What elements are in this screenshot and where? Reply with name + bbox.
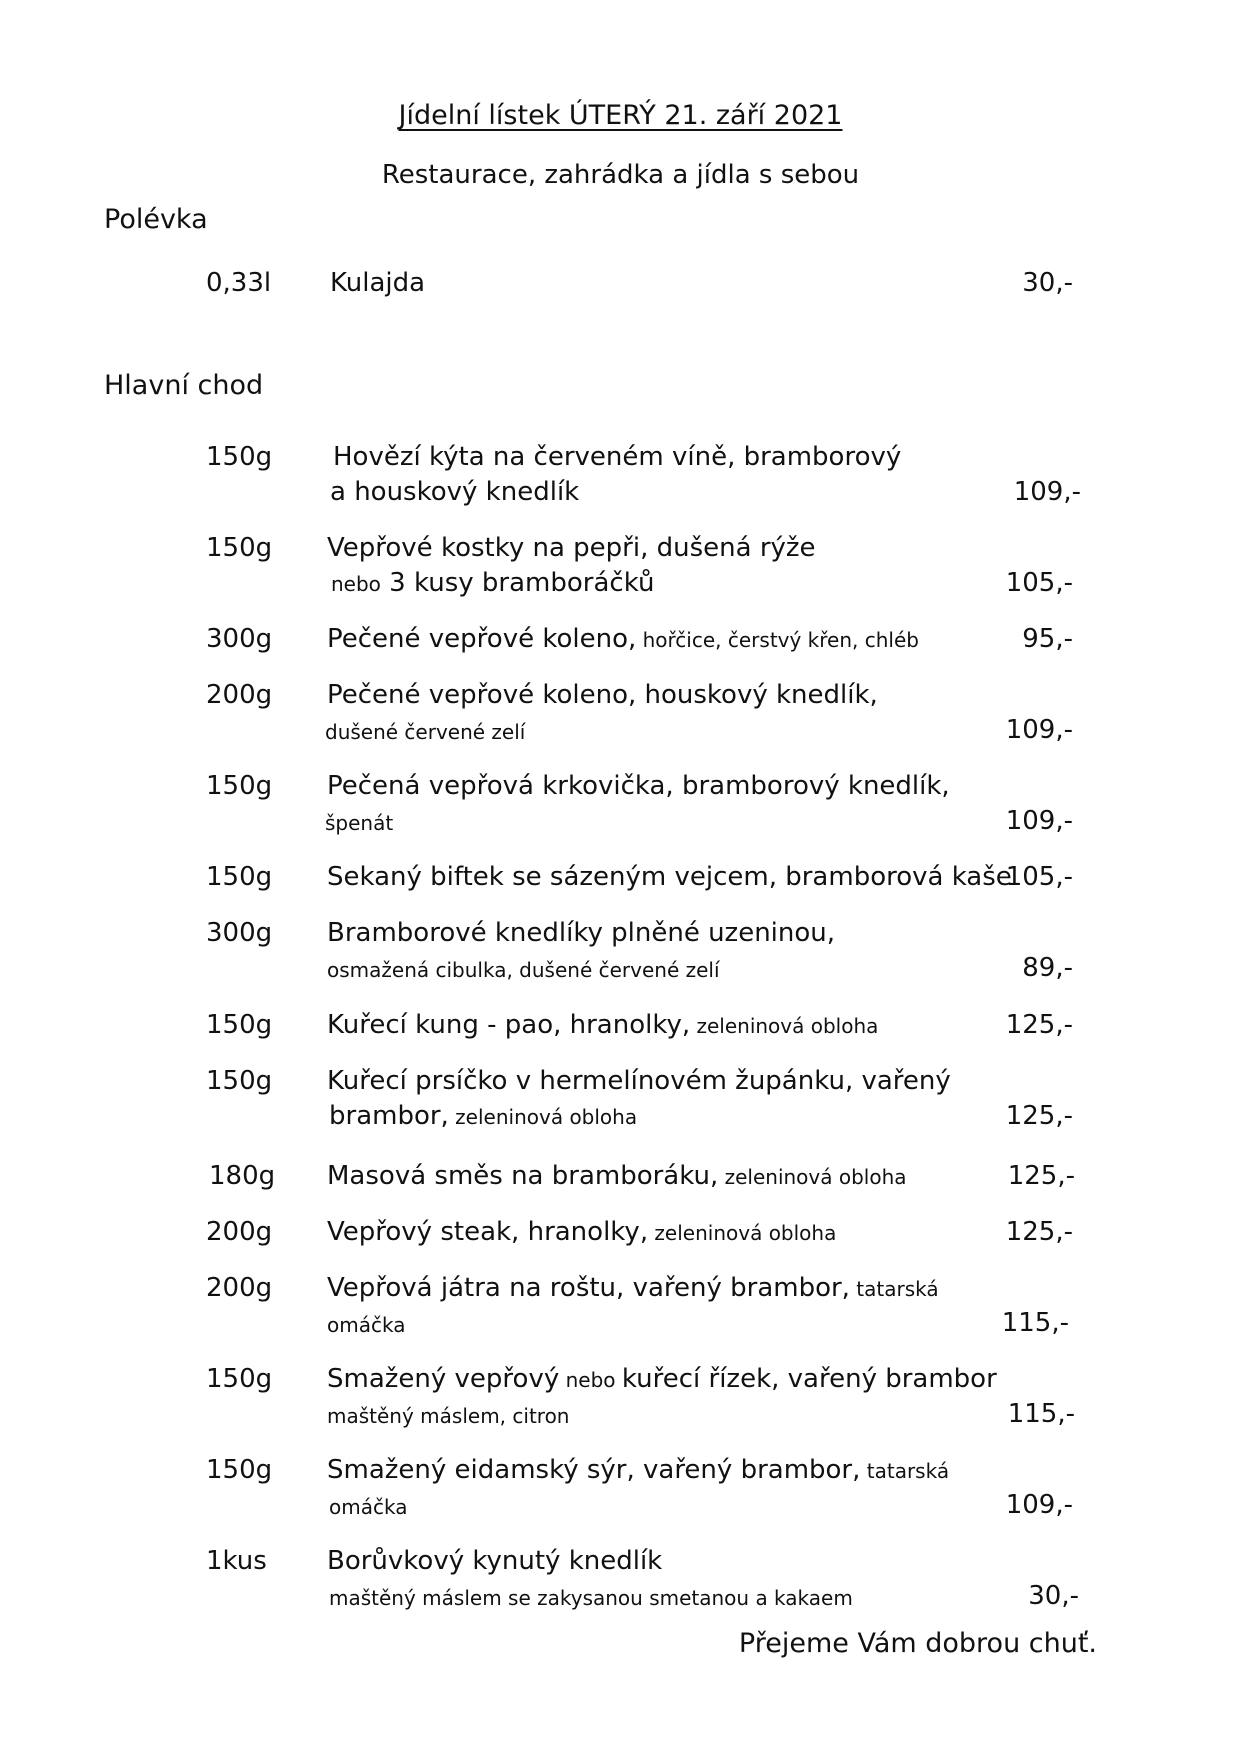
item-line-1 xyxy=(327,1364,997,1394)
item-weight: 150g xyxy=(206,442,273,472)
item-weight: 300g xyxy=(206,918,273,948)
item-line-2: špenát xyxy=(325,811,394,835)
item-price: 125,- xyxy=(1005,1101,1073,1131)
item-weight: 150g xyxy=(206,1066,273,1096)
item-line-1-text: Pečené vepřové koleno, xyxy=(327,624,637,654)
item-line-1 xyxy=(327,1217,836,1247)
item-weight: 150g xyxy=(206,1455,273,1485)
item-note: zeleninová obloha xyxy=(648,1221,837,1245)
item-weight: 1kus xyxy=(206,1546,267,1576)
item-line-2: dušené červené zelí xyxy=(325,720,526,744)
item-line-1 xyxy=(327,1455,949,1485)
item-line-2: maštěný máslem se zakysanou smetanou a kakaem xyxy=(329,1586,853,1610)
item-weight: 150g xyxy=(206,1010,273,1040)
item-weight: 0,33l xyxy=(206,268,272,298)
item-line-1: Pečené vepřové koleno, houskový knedlík, xyxy=(327,680,878,710)
item-line-1 xyxy=(327,624,919,654)
item-line-2: omáčka xyxy=(329,1495,408,1519)
item-note: hořčice, čerstvý křen, chléb xyxy=(636,628,919,652)
item-line-1 xyxy=(327,1273,939,1303)
item-weight: 150g xyxy=(206,771,273,801)
item-weight: 180g xyxy=(209,1161,276,1191)
item-price: 109,- xyxy=(1005,715,1073,745)
item-note: tatarská xyxy=(860,1459,950,1483)
item-note: nebo xyxy=(559,1368,622,1392)
item-line-2: maštěný máslem, citron xyxy=(327,1404,570,1428)
item-weight: 200g xyxy=(206,680,273,710)
item-price: 109,- xyxy=(1005,1490,1073,1520)
item-line-2 xyxy=(331,568,654,598)
section-heading-soup: Polévka xyxy=(104,204,208,235)
item-price: 105,- xyxy=(1005,568,1073,598)
menu-subtitle: Restaurace, zahrádka a jídla s sebou xyxy=(381,160,860,190)
item-price: 125,- xyxy=(1005,1217,1073,1247)
item-weight: 150g xyxy=(206,862,273,892)
item-line-2: omáčka xyxy=(327,1313,406,1337)
item-line-1-text: Smažený vepřový xyxy=(327,1364,560,1394)
item-price: 125,- xyxy=(1007,1161,1075,1191)
item-price: 115,- xyxy=(1007,1399,1075,1429)
item-note: zeleninová obloha xyxy=(690,1014,879,1038)
closing-greeting: Přejeme Vám dobrou chuť. xyxy=(738,1628,1097,1659)
item-line-1 xyxy=(327,1161,907,1191)
item-line-1: Hovězí kýta na červeném víně, bramborový xyxy=(333,442,902,472)
item-line-1: Vepřové kostky na pepři, dušená rýže xyxy=(327,533,816,563)
item-line-2: osmažená cibulka, dušené červené zelí xyxy=(327,958,720,982)
item-weight: 150g xyxy=(206,533,273,563)
item-line-2-text: 3 kusy bramboráčků xyxy=(380,568,655,598)
item-line-1-text: Kuřecí kung - pao, hranolky, xyxy=(327,1010,691,1040)
item-line-1-text-after: kuřecí řízek, vařený brambor xyxy=(621,1364,997,1394)
item-line-1: Borůvkový kynutý knedlík xyxy=(327,1546,663,1576)
item-line-1-text: Masová směs na bramboráku, xyxy=(327,1161,719,1191)
item-line-1-text: Smažený eidamský sýr, vařený brambor, xyxy=(327,1455,861,1485)
item-weight: 200g xyxy=(206,1217,273,1247)
item-line-2-text: brambor, xyxy=(329,1101,449,1131)
item-line-1: Kuřecí prsíčko v hermelínovém župánku, vařený xyxy=(327,1066,951,1096)
item-weight: 200g xyxy=(206,1273,273,1303)
item-line-1-text: Vepřový steak, hranolky, xyxy=(327,1217,649,1247)
item-line-2: a houskový knedlík xyxy=(330,477,580,507)
section-heading-main: Hlavní chod xyxy=(104,370,264,401)
item-note: zeleninová obloha xyxy=(448,1105,638,1129)
item-weight: 300g xyxy=(206,624,273,654)
item-price: 30,- xyxy=(1022,268,1073,298)
item-price: 95,- xyxy=(1022,624,1073,654)
menu-title: Jídelní lístek ÚTERÝ 21. září 2021 xyxy=(398,100,843,131)
item-note: zeleninová obloha xyxy=(718,1165,907,1189)
item-note: nebo xyxy=(331,572,381,596)
item-line-1 xyxy=(327,1010,878,1040)
item-price: 109,- xyxy=(1013,477,1081,507)
item-weight: 150g xyxy=(206,1364,273,1394)
item-price: 109,- xyxy=(1005,806,1073,836)
item-price: 89,- xyxy=(1022,953,1073,983)
item-line-1: Pečená vepřová krkovička, bramborový knedlík, xyxy=(327,771,950,801)
item-line-1: Sekaný biftek se sázeným vejcem, bramborová kaše xyxy=(327,862,1012,892)
item-line-2 xyxy=(329,1101,637,1131)
item-price: 115,- xyxy=(1001,1308,1069,1338)
item-line-1: Bramborové knedlíky plněné uzeninou, xyxy=(327,918,836,948)
item-line-1-text: Vepřová játra na roštu, vařený brambor, xyxy=(327,1273,850,1303)
item-price: 125,- xyxy=(1005,1010,1073,1040)
item-note: tatarská xyxy=(849,1277,939,1301)
item-name: Kulajda xyxy=(330,268,426,298)
item-price: 105,- xyxy=(1005,862,1073,892)
item-price: 30,- xyxy=(1028,1581,1079,1611)
